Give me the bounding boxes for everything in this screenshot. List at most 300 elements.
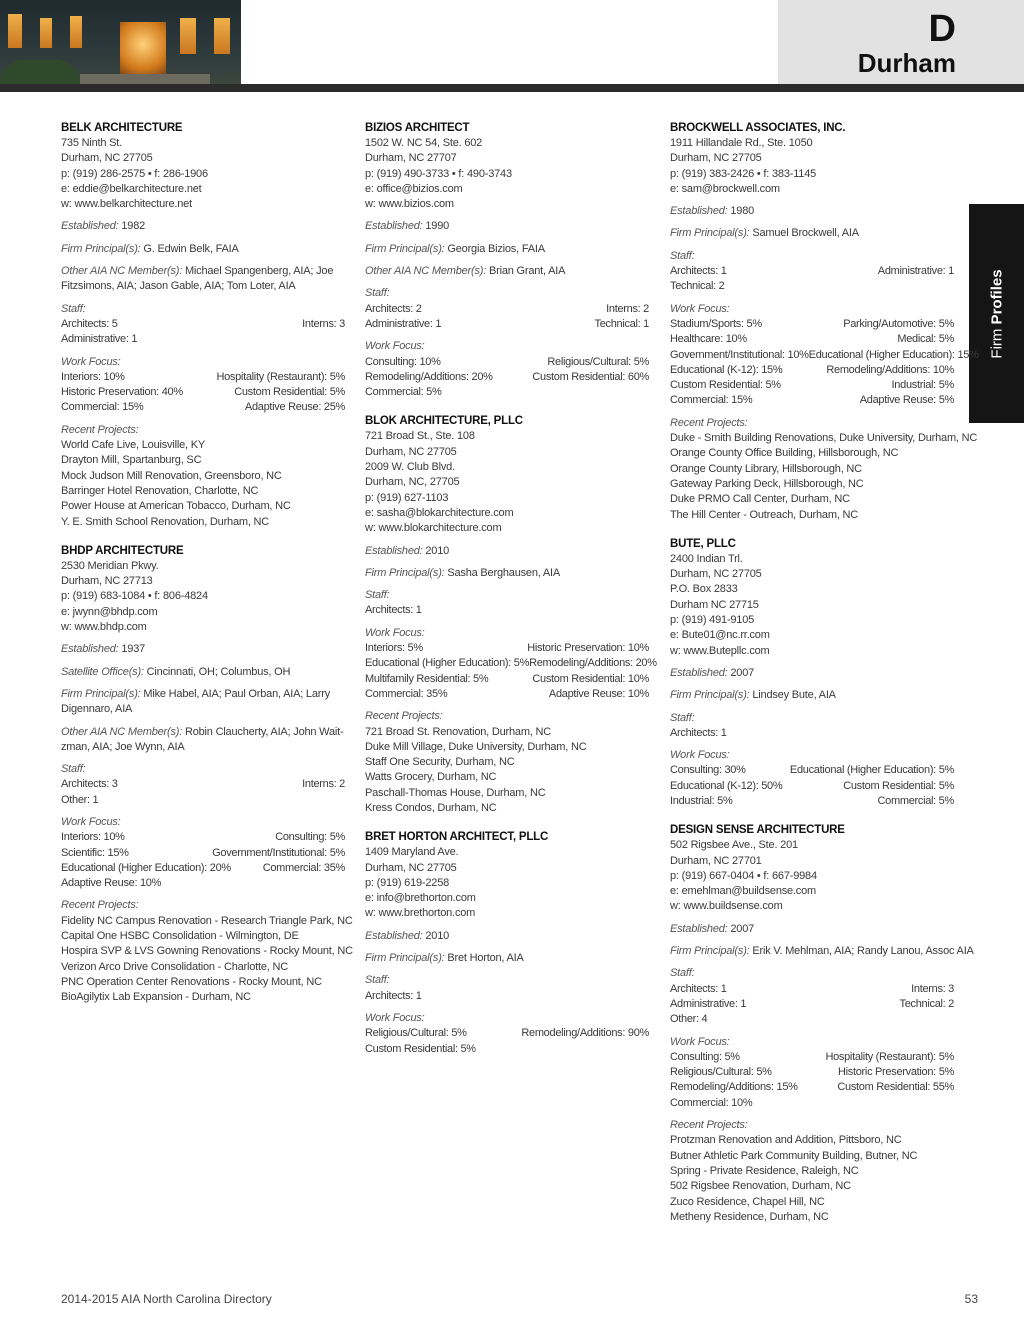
established xyxy=(670,666,954,681)
recent-project: Kress Condos, Durham, NC xyxy=(365,801,497,814)
work-focus-label: Work Focus: xyxy=(670,302,730,315)
work-focus-row xyxy=(61,861,345,876)
firm-listing xyxy=(670,823,974,1225)
established-value: 1980 xyxy=(730,205,755,218)
spacer xyxy=(61,658,345,665)
established-value: 2010 xyxy=(425,544,450,557)
contact-line: e: jwynn@bhdp.com xyxy=(61,605,158,618)
firm-principals-label: Firm Principal(s): xyxy=(61,687,141,700)
spacer xyxy=(61,891,345,898)
other-members-value: Brian Grant, AIA xyxy=(488,265,566,278)
established xyxy=(365,219,649,234)
work-focus-row xyxy=(365,385,649,400)
firm-principals-value: Georgia Bizios, FAIA xyxy=(447,242,545,255)
side-tab-label: Firm Profiles xyxy=(988,268,1005,359)
directory-column-3 xyxy=(670,121,979,1239)
firm-listing xyxy=(365,830,649,1057)
contact-line: e: sasha@blokarchitecture.com xyxy=(365,506,514,519)
firm-principals-label: Firm Principal(s): xyxy=(61,242,141,255)
work-focus-left: Educational (K-12): 50% xyxy=(670,779,783,792)
spacer xyxy=(670,242,954,249)
header-photo xyxy=(0,0,241,84)
recent-project: Power House at American Tobacco, Durham, NC xyxy=(61,500,291,513)
work-focus-right: Hospitality (Restaurant): 5% xyxy=(216,370,345,383)
contact-line: Durham, NC 27707 xyxy=(365,152,457,165)
spacer xyxy=(61,348,345,355)
work-focus-label: Work Focus: xyxy=(61,355,121,368)
recent-projects-label: Recent Projects: xyxy=(61,423,139,436)
directory-column-2 xyxy=(365,121,657,1071)
contact-line: 1409 Maryland Ave. xyxy=(365,846,459,859)
spacer xyxy=(670,937,954,944)
work-focus-left: Custom Residential: 5% xyxy=(365,1042,476,1055)
work-focus-right: Hospitality (Restaurant): 5% xyxy=(825,1050,954,1063)
work-focus-row xyxy=(670,1050,954,1065)
contact-line: w: www.bizios.com xyxy=(365,198,454,211)
firm-principals xyxy=(365,951,649,966)
staff-row xyxy=(61,332,345,347)
work-focus-right: Custom Residential: 5% xyxy=(234,386,345,399)
firm-name: BROCKWELL ASSOCIATES, INC. xyxy=(670,122,846,134)
spacer xyxy=(365,279,649,286)
footer-publication: 2014-2015 AIA North Carolina Directory xyxy=(61,1292,272,1306)
staff-row xyxy=(365,302,649,317)
contact-line: e: eddie@belkarchitecture.net xyxy=(61,182,202,195)
established-value: 2007 xyxy=(730,666,755,679)
established-value: 2010 xyxy=(425,929,450,942)
page-number: 53 xyxy=(964,1292,978,1306)
staff-label: Staff: xyxy=(61,302,86,315)
header-letter-panel xyxy=(778,0,1024,84)
other-members-value: Robin Claucherty, AIA; John Wait- xyxy=(184,725,344,738)
contact-line: 2530 Meridian Pkwy. xyxy=(61,559,159,572)
contact-line: p: (919) 619-2258 xyxy=(365,876,450,889)
recent-projects-label: Recent Projects: xyxy=(365,710,443,723)
firm-principals-value: Sasha Berghausen, AIA xyxy=(447,566,560,579)
staff-row xyxy=(61,317,345,332)
spacer xyxy=(61,235,345,242)
spacer xyxy=(365,537,649,544)
spacer xyxy=(61,257,345,264)
recent-project: 502 Rigsbee Renovation, Durham, NC xyxy=(670,1180,851,1193)
staff-label: Staff: xyxy=(365,287,390,300)
work-focus-row xyxy=(670,763,954,778)
work-focus-right: Custom Residential: 55% xyxy=(837,1081,954,1094)
firm-listing xyxy=(61,544,353,1006)
staff-right: Interns: 3 xyxy=(911,982,954,995)
work-focus-right: Educational (Higher Education): 15% xyxy=(808,348,979,361)
staff-left: Administrative: 1 xyxy=(670,997,747,1010)
section-city: Durham xyxy=(857,48,956,78)
contact-line: p: (919) 667-0404 • f: 667-9984 xyxy=(670,869,817,882)
recent-project: Gateway Parking Deck, Hillsborough, NC xyxy=(670,477,864,490)
work-focus-row xyxy=(365,1042,649,1057)
side-tab xyxy=(969,204,1024,423)
work-focus-left: Custom Residential: 5% xyxy=(670,379,781,392)
contact-line: 735 Ninth St. xyxy=(61,137,122,149)
work-focus-row xyxy=(365,641,649,656)
work-focus-left: Scientific: 15% xyxy=(61,846,129,859)
contact-line: p: (919) 286-2575 • f: 286-1906 xyxy=(61,167,208,180)
firm-principals xyxy=(365,242,649,257)
work-focus-right: Adaptive Reuse: 5% xyxy=(859,394,954,407)
contact-line: w: www.belkarchitecture.net xyxy=(61,198,192,211)
contact-line: e: info@brethorton.com xyxy=(365,892,476,905)
established xyxy=(61,642,345,657)
recent-project: Duke Mill Village, Duke University, Durham, NC xyxy=(365,740,587,753)
firm-principals-label: Firm Principal(s): xyxy=(365,242,445,255)
work-focus-row xyxy=(670,779,954,794)
staff-row xyxy=(670,726,954,741)
staff-label: Staff: xyxy=(670,711,695,724)
other-members-label: Other AIA NC Member(s): xyxy=(61,725,183,738)
firm-principals-label: Firm Principal(s): xyxy=(670,945,750,958)
firm-listing xyxy=(61,121,345,530)
recent-project: Orange County Office Building, Hillsborough, NC xyxy=(670,447,899,460)
established xyxy=(365,929,649,944)
contact-line: p: (919) 490-3733 • f: 490-3743 xyxy=(365,167,512,180)
work-focus-left: Educational (K-12): 15% xyxy=(670,363,783,376)
established xyxy=(670,204,954,219)
spacer xyxy=(365,581,649,588)
recent-projects-label: Recent Projects: xyxy=(61,899,139,912)
firm-principals xyxy=(670,944,974,959)
contact-line: p: (919) 683-1084 • f: 806-4824 xyxy=(61,590,208,603)
work-focus-row xyxy=(365,370,649,385)
work-focus-row xyxy=(61,876,345,891)
contact-line: Durham, NC 27713 xyxy=(61,575,153,588)
established xyxy=(365,544,649,559)
contact-line: Durham, NC 27705 xyxy=(61,152,153,165)
firm-principals-value: G. Edwin Belk, FAIA xyxy=(143,242,239,255)
firm-principals-value: Samuel Brockwell, AIA xyxy=(752,227,859,240)
staff-right: Administrative: 1 xyxy=(877,265,954,278)
work-focus-right: Remodeling/Additions: 20% xyxy=(529,657,657,670)
contact-line: Durham, NC 27705 xyxy=(670,568,762,581)
recent-project: 721 Broad St. Renovation, Durham, NC xyxy=(365,725,552,738)
staff-row xyxy=(670,982,954,997)
contact-line: p: (919) 383-2426 • f: 383-1145 xyxy=(670,167,817,180)
directory-column-1 xyxy=(61,121,353,1020)
contact-line: w: www.brethorton.com xyxy=(365,907,476,920)
recent-projects-label: Recent Projects: xyxy=(670,1119,748,1132)
work-focus-row xyxy=(61,370,345,385)
spacer xyxy=(61,718,345,725)
work-focus-left: Consulting: 30% xyxy=(670,764,746,777)
contact-line: 502 Rigsbee Ave., Ste. 201 xyxy=(670,839,798,852)
staff-left: Other: 1 xyxy=(61,793,99,806)
firm-principals xyxy=(670,688,954,703)
work-focus-row xyxy=(365,656,657,671)
spacer xyxy=(61,295,345,302)
other-members xyxy=(61,725,345,740)
staff-label: Staff: xyxy=(365,589,390,602)
spacer xyxy=(670,409,954,416)
staff-row xyxy=(670,997,954,1012)
contact-line: Durham, NC, 27705 xyxy=(365,476,460,489)
firm-name: BUTE, PLLC xyxy=(670,537,736,550)
staff-label: Staff: xyxy=(61,763,86,776)
work-focus-left: Remodeling/Additions: 15% xyxy=(670,1081,798,1094)
spacer xyxy=(670,704,954,711)
contact-line: w: www.buildsense.com xyxy=(670,900,783,913)
staff-left: Architects: 5 xyxy=(61,317,118,330)
staff-left: Architects: 3 xyxy=(61,778,118,791)
work-focus-row xyxy=(670,1065,954,1080)
work-focus-left: Consulting: 5% xyxy=(670,1050,740,1063)
recent-project: Y. E. Smith School Renovation, Durham, NC xyxy=(61,515,270,528)
spacer xyxy=(365,332,649,339)
work-focus-right: Government/Institutional: 5% xyxy=(212,846,345,859)
firm-name: BLOK ARCHITECTURE, PLLC xyxy=(365,415,523,428)
firm-principals-value: Erik V. Mehlman, AIA; Randy Lanou, Assoc AIA xyxy=(752,945,974,958)
spacer xyxy=(61,680,345,687)
contact-line: w: www.bhdp.com xyxy=(61,621,147,634)
work-focus-left: Stadium/Sports: 5% xyxy=(670,317,762,330)
firm-principals xyxy=(365,566,649,581)
other-members-cont: Fitzsimons, AIA; Jason Gable, AIA; Tom Loter, AIA xyxy=(61,280,296,293)
work-focus-row xyxy=(670,1096,954,1111)
work-focus-right: Adaptive Reuse: 10% xyxy=(548,687,649,700)
work-focus-right: Historic Preservation: 5% xyxy=(838,1066,954,1079)
other-members-cont: zman, AIA; Joe Wynn, AIA xyxy=(61,740,185,753)
recent-project: Barringer Hotel Renovation, Charlotte, NC xyxy=(61,484,259,497)
firm-principals-value: Mike Habel, AIA; Paul Orban, AIA; Larry xyxy=(143,687,330,700)
work-focus-label: Work Focus: xyxy=(365,340,425,353)
work-focus-right: Religious/Cultural: 5% xyxy=(547,355,649,368)
firm-name: BRET HORTON ARCHITECT, PLLC xyxy=(365,831,549,844)
firm-principals-value: Lindsey Bute, AIA xyxy=(752,689,836,702)
recent-project: Zuco Residence, Chapel Hill, NC xyxy=(670,1195,825,1208)
established-label: Established: xyxy=(670,205,728,218)
work-focus-row xyxy=(670,348,979,363)
staff-label: Staff: xyxy=(670,249,695,262)
work-focus-left: Adaptive Reuse: 10% xyxy=(61,877,162,890)
other-members xyxy=(365,264,649,279)
recent-project: Watts Grocery, Durham, NC xyxy=(365,771,497,784)
spacer xyxy=(61,416,345,423)
work-focus-row xyxy=(61,385,345,400)
spacer xyxy=(670,741,954,748)
firm-name: BELK ARCHITECTURE xyxy=(61,122,183,134)
recent-project: Drayton Mill, Spartanburg, SC xyxy=(61,454,202,467)
staff-row xyxy=(365,989,649,1004)
work-focus-right: Commercial: 35% xyxy=(262,861,345,874)
spacer xyxy=(670,197,954,204)
firm-listing xyxy=(365,414,657,816)
work-focus-row xyxy=(365,1026,649,1041)
staff-right: Interns: 2 xyxy=(302,778,345,791)
firm-principals-label: Firm Principal(s): xyxy=(670,227,750,240)
work-focus-row xyxy=(670,363,954,378)
work-focus-row xyxy=(670,332,954,347)
spacer xyxy=(670,681,954,688)
firm-principals-label: Firm Principal(s): xyxy=(365,952,445,965)
satellite-office-value: Cincinnati, OH; Columbus, OH xyxy=(146,665,291,678)
established-label: Established: xyxy=(365,929,423,942)
work-focus-left: Historic Preservation: 40% xyxy=(61,386,183,399)
firm-principals-cont: Digennaro, AIA xyxy=(61,703,133,716)
work-focus-left: Religious/Cultural: 5% xyxy=(670,1066,772,1079)
contact-line: Durham NC 27715 xyxy=(670,598,759,611)
contact-line: Durham, NC 27705 xyxy=(365,445,457,458)
firm-name: DESIGN SENSE ARCHITECTURE xyxy=(670,824,845,837)
spacer xyxy=(365,966,649,973)
work-focus-left: Religious/Cultural: 5% xyxy=(365,1027,467,1040)
work-focus-row xyxy=(670,317,954,332)
contact-line: e: sam@brockwell.com xyxy=(670,182,780,195)
other-members-label: Other AIA NC Member(s): xyxy=(61,265,183,278)
work-focus-right: Custom Residential: 60% xyxy=(532,370,649,383)
section-letter: D xyxy=(928,8,956,50)
firm-principals-value: Bret Horton, AIA xyxy=(447,952,524,965)
spacer xyxy=(365,257,649,264)
spacer xyxy=(365,619,649,626)
staff-label: Staff: xyxy=(670,967,695,980)
recent-project: Hospira SVP & LVS Gowning Renovations - Rocky Mount, NC xyxy=(61,945,353,958)
work-focus-label: Work Focus: xyxy=(670,749,730,762)
recent-projects-label: Recent Projects: xyxy=(670,416,748,429)
established-label: Established: xyxy=(61,643,119,656)
staff-right: Interns: 3 xyxy=(302,317,345,330)
satellite-office-label: Satellite Office(s): xyxy=(61,665,144,678)
satellite-office xyxy=(61,665,345,680)
firm-principals-label: Firm Principal(s): xyxy=(365,566,445,579)
work-focus-label: Work Focus: xyxy=(365,626,425,639)
firm-listing xyxy=(670,537,954,809)
contact-line: e: office@bizios.com xyxy=(365,182,463,195)
spacer xyxy=(365,922,649,929)
spacer xyxy=(61,808,345,815)
work-focus-row xyxy=(670,393,954,408)
recent-project: Duke - Smith Building Renovations, Duke University, Durham, NC xyxy=(670,432,978,445)
other-members xyxy=(61,264,345,279)
work-focus-right: Commercial: 5% xyxy=(877,794,954,807)
firm-name: BHDP ARCHITECTURE xyxy=(61,544,184,557)
work-focus-right: Educational (Higher Education): 5% xyxy=(789,764,954,777)
spacer xyxy=(670,659,954,666)
work-focus-right: Adaptive Reuse: 25% xyxy=(244,401,345,414)
contact-line: e: Bute01@nc.rr.com xyxy=(670,629,770,642)
recent-project: Staff One Security, Durham, NC xyxy=(365,756,515,769)
work-focus-row xyxy=(365,672,649,687)
work-focus-right: Custom Residential: 5% xyxy=(843,779,954,792)
work-focus-label: Work Focus: xyxy=(61,815,121,828)
recent-project: Spring - Private Residence, Raleigh, NC xyxy=(670,1164,859,1177)
work-focus-row xyxy=(670,378,954,393)
recent-project: Duke PRMO Call Center, Durham, NC xyxy=(670,493,850,506)
firm-principals xyxy=(670,226,954,241)
spacer xyxy=(365,1004,649,1011)
established-label: Established: xyxy=(365,544,423,557)
firm-principals xyxy=(61,242,345,257)
spacer xyxy=(365,944,649,951)
recent-project: Capital One HSBC Consolidation - Wilmington, DE xyxy=(61,930,299,943)
work-focus-left: Industrial: 5% xyxy=(670,794,733,807)
work-focus-row xyxy=(61,846,345,861)
work-focus-left: Educational (Higher Education): 20% xyxy=(61,861,231,874)
work-focus-row xyxy=(365,355,649,370)
contact-line: w: www.blokarchitecture.com xyxy=(365,522,502,535)
established-value: 1982 xyxy=(121,220,146,233)
contact-line: w: www.Butepllc.com xyxy=(670,644,770,657)
work-focus-left: Commercial: 5% xyxy=(365,386,442,399)
recent-project: PNC Operation Center Renovations - Rocky Mount, NC xyxy=(61,975,322,988)
staff-left: Architects: 1 xyxy=(365,989,422,1002)
staff-left: Architects: 1 xyxy=(670,726,727,739)
other-members-value: Michael Spangenberg, AIA; Joe xyxy=(184,265,334,278)
spacer xyxy=(670,915,954,922)
established-label: Established: xyxy=(670,922,728,935)
firm-listing xyxy=(670,121,979,523)
work-focus-left: Commercial: 15% xyxy=(61,401,144,414)
header-divider xyxy=(0,84,1024,92)
work-focus-label: Work Focus: xyxy=(670,1035,730,1048)
established-label: Established: xyxy=(670,666,728,679)
contact-line: p: (919) 627-1103 xyxy=(365,491,449,504)
spacer xyxy=(670,219,954,226)
work-focus-right: Remodeling/Additions: 10% xyxy=(826,363,954,376)
contact-line: 2009 W. Club Blvd. xyxy=(365,461,455,474)
work-focus-left: Commercial: 10% xyxy=(670,1096,753,1109)
work-focus-left: Remodeling/Additions: 20% xyxy=(365,370,493,383)
work-focus-right: Industrial: 5% xyxy=(891,379,954,392)
staff-left: Architects: 1 xyxy=(365,604,422,617)
work-focus-left: Healthcare: 10% xyxy=(670,333,747,346)
staff-row xyxy=(61,793,345,808)
work-focus-left: Consulting: 10% xyxy=(365,355,441,368)
work-focus-right: Parking/Automotive: 5% xyxy=(843,317,954,330)
firm-listing xyxy=(365,121,649,400)
work-focus-row xyxy=(670,1080,954,1095)
firm-principals-label: Firm Principal(s): xyxy=(670,689,750,702)
established-value: 1937 xyxy=(121,643,146,656)
staff-left: Architects: 2 xyxy=(365,302,422,315)
contact-line: 1911 Hillandale Rd., Ste. 1050 xyxy=(670,137,813,149)
work-focus-left: Educational (Higher Education): 5% xyxy=(365,657,530,670)
spacer xyxy=(365,702,649,709)
recent-project: World Cafe Live, Louisville, KY xyxy=(61,439,205,452)
contact-line: e: emehlman@buildsense.com xyxy=(670,885,816,898)
staff-row xyxy=(670,1012,954,1027)
recent-project: BioAgilytix Lab Expansion - Durham, NC xyxy=(61,991,251,1004)
work-focus-row xyxy=(61,400,345,415)
staff-row xyxy=(670,279,954,294)
spacer xyxy=(61,755,345,762)
staff-left: Technical: 2 xyxy=(670,280,725,293)
recent-project: Paschall-Thomas House, Durham, NC xyxy=(365,786,546,799)
recent-project: Protzman Renovation and Addition, Pittsboro, NC xyxy=(670,1134,902,1147)
work-focus-right: Historic Preservation: 10% xyxy=(527,642,649,655)
contact-line: Durham, NC 27705 xyxy=(365,861,457,874)
work-focus-left: Commercial: 15% xyxy=(670,394,753,407)
work-focus-row xyxy=(365,687,649,702)
spacer xyxy=(365,235,649,242)
contact-line: 721 Broad St., Ste. 108 xyxy=(365,430,475,443)
staff-label: Staff: xyxy=(365,974,390,987)
firm-principals xyxy=(61,687,345,702)
work-focus-left: Commercial: 35% xyxy=(365,687,448,700)
firm-name: BIZIOS ARCHITECT xyxy=(365,122,470,134)
work-focus-label: Work Focus: xyxy=(365,1011,425,1024)
recent-project: Fidelity NC Campus Renovation - Research Triangle Park, NC xyxy=(61,914,353,927)
spacer xyxy=(365,212,649,219)
recent-project: The Hill Center - Outreach, Durham, NC xyxy=(670,508,859,521)
spacer xyxy=(365,559,649,566)
work-focus-right: Medical: 5% xyxy=(897,333,954,346)
established-label: Established: xyxy=(365,220,423,233)
work-focus-left: Interiors: 10% xyxy=(61,370,125,383)
